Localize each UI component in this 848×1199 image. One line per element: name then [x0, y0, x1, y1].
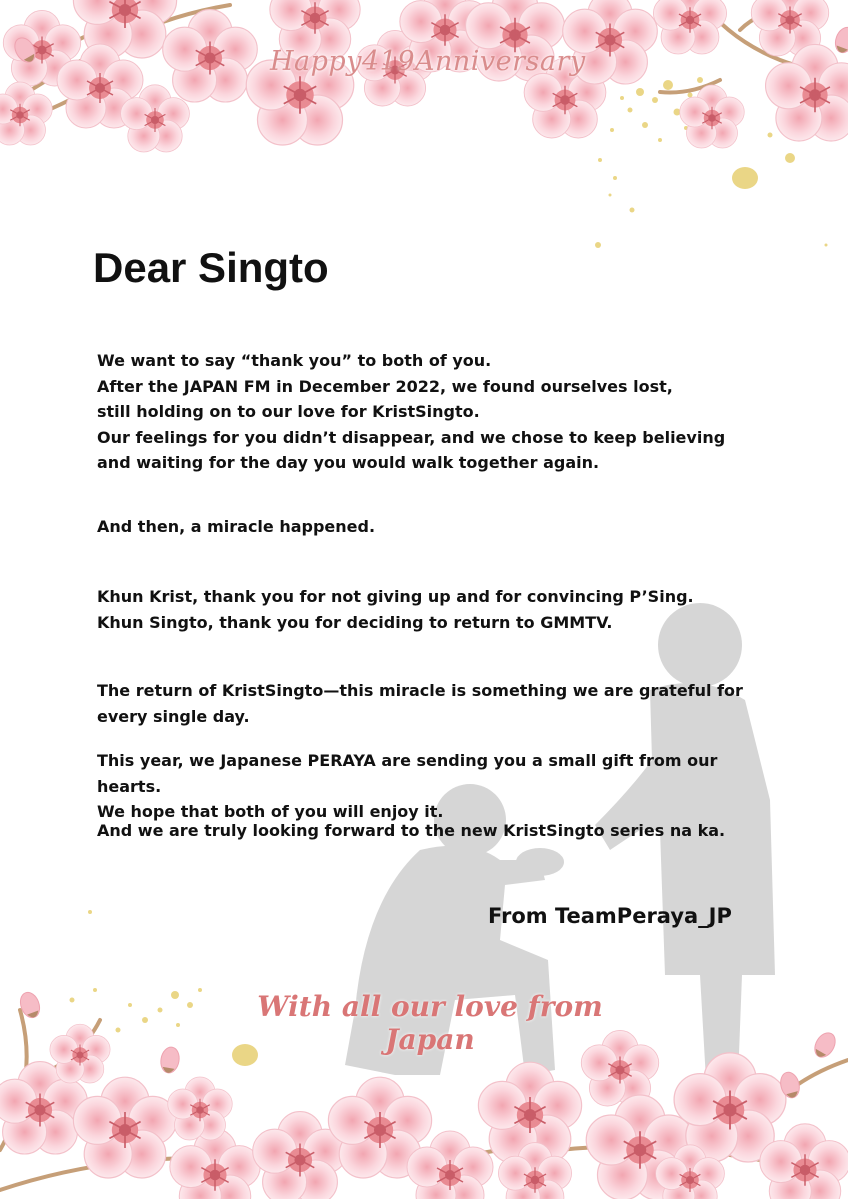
letter-paragraph-4: The return of KristSingto—this miracle is something we are grateful for every single day.: [97, 681, 743, 726]
letter-paragraph-5: This year, we Japanese PERAYA are sending you a small gift from our hearts. We hope that both of you will enjoy it.: [97, 751, 718, 821]
letter-title: Dear Singto: [93, 244, 329, 291]
letter-paragraph-2: And then, a miracle happened.: [97, 517, 376, 536]
letter-paragraph-3: Khun Krist, thank you for not giving up and for convincing P’Sing. Khun Singto, thank you for deciding to return to GMMTV.: [97, 587, 694, 632]
anniversary-script-title: Happy419Anniversary: [270, 46, 586, 77]
closing-script-text: With all our love from Japan: [257, 990, 603, 1056]
letter-signature: From TeamPeraya_JP: [488, 904, 732, 928]
letter-paragraph-6: And we are truly looking forward to the new KristSingto series na ka.: [97, 821, 726, 840]
letter-paragraph-1: We want to say “thank you” to both of you. After the JAPAN FM in December 2022, we found ourselves lost, still holding on to our love for KristSingto. Our feelings for you didn’t disappear, and we chose to keep believing and waiting for the day you would walk together again.: [97, 351, 726, 472]
